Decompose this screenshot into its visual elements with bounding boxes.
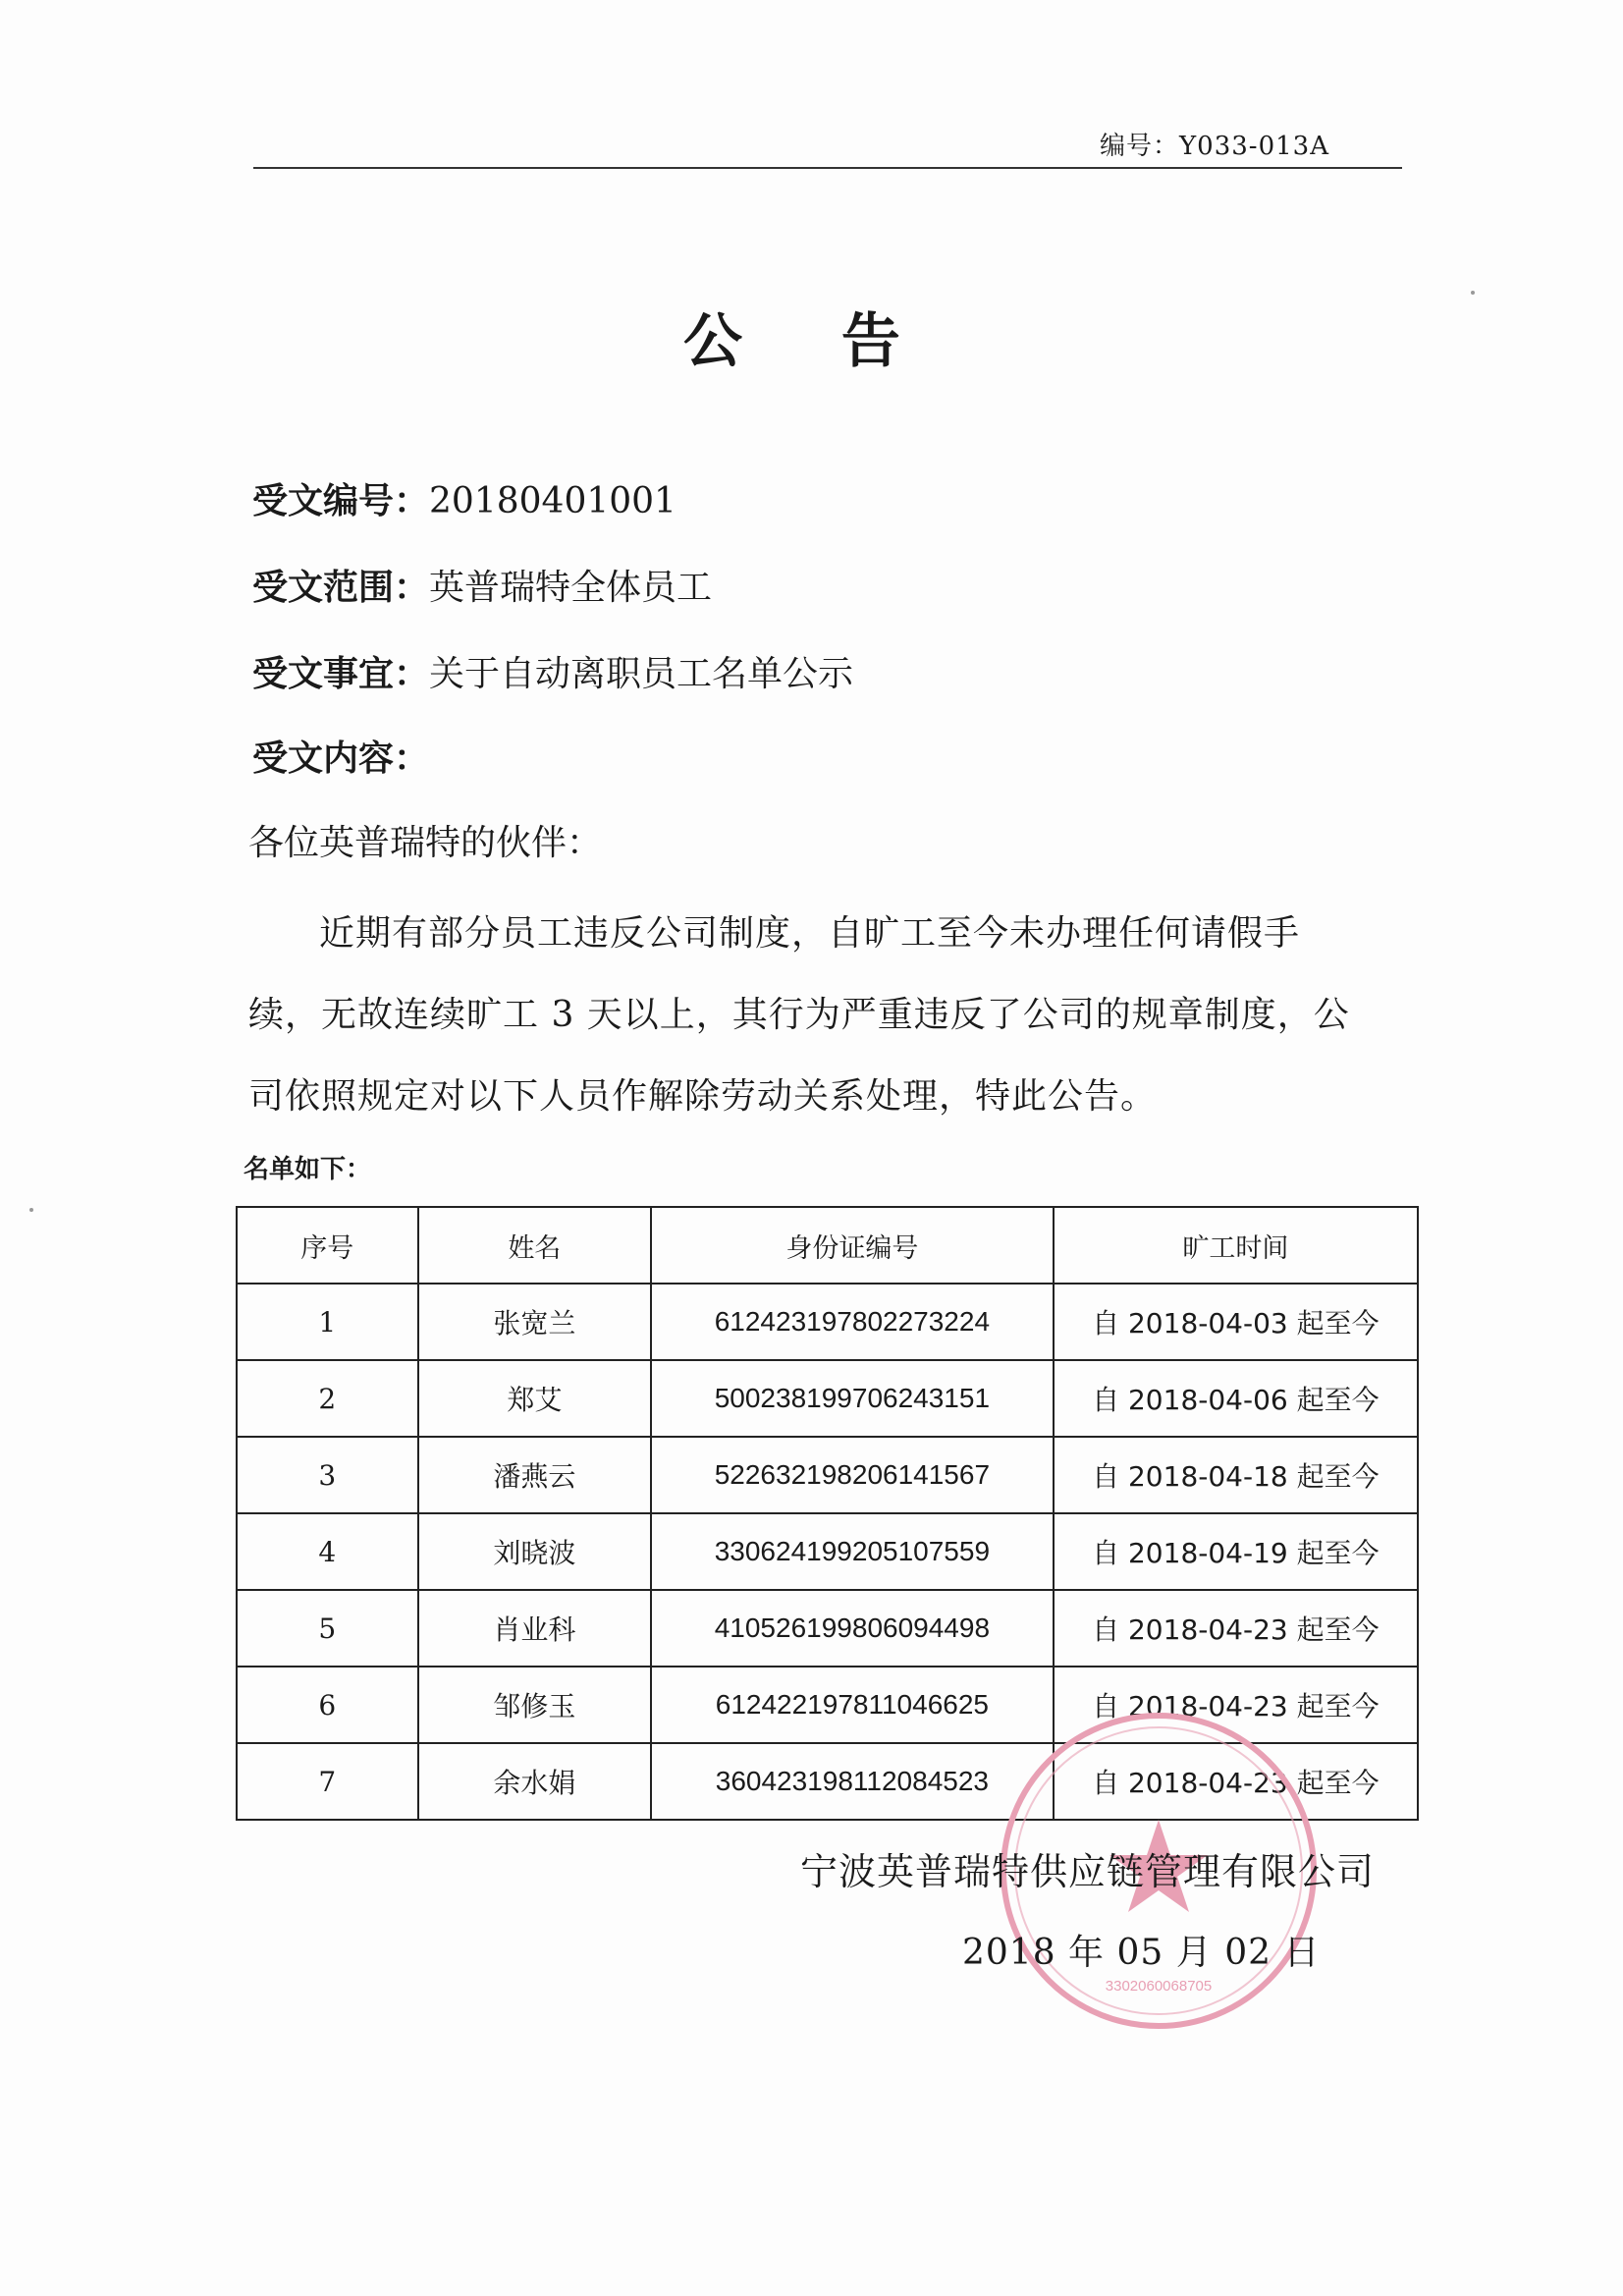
field-value: 关于自动离职员工名单公示 <box>429 654 854 694</box>
cell-absence-time: 自 2018-04-03 起至今 <box>1054 1284 1418 1360</box>
cell-absence-time: 自 2018-04-23 起至今 <box>1054 1590 1418 1667</box>
column-header-index: 序号 <box>237 1207 418 1284</box>
table-row <box>237 1437 1418 1513</box>
column-header-name: 姓名 <box>418 1207 651 1284</box>
cell-absence-time: 自 2018-04-23 起至今 <box>1054 1667 1418 1743</box>
cell-id-number: 612422197811046625 <box>651 1667 1054 1743</box>
signature-date: 2018 年 05 月 02 日 <box>962 1933 1321 1973</box>
field-content <box>252 731 429 781</box>
cell-name: 余水娟 <box>418 1743 651 1820</box>
cell-id-number: 330624199205107559 <box>651 1513 1054 1590</box>
column-header-id-number: 身份证编号 <box>651 1207 1054 1284</box>
body-line: 司依照规定对以下人员作解除劳动关系处理，特此公告。 <box>248 1076 1158 1117</box>
greeting: 各位英普瑞特的伙伴： <box>248 823 603 863</box>
field-label: 受文范围： <box>252 568 430 608</box>
cell-index: 5 <box>237 1590 418 1667</box>
cell-id-number: 500238199706243151 <box>651 1360 1054 1437</box>
page-title: 公 告 <box>683 307 940 376</box>
table-row <box>237 1284 1418 1360</box>
cell-name: 肖业科 <box>418 1590 651 1667</box>
list-label: 名单如下： <box>243 1155 372 1184</box>
field-value: 20180401001 <box>429 481 676 521</box>
field-label: 受文编号： <box>252 481 430 521</box>
field-value: 英普瑞特全体员工 <box>429 568 713 608</box>
table-row <box>237 1513 1418 1590</box>
table-row <box>237 1360 1418 1437</box>
field-scope <box>252 560 712 610</box>
cell-index: 4 <box>237 1513 418 1590</box>
cell-name: 刘晓波 <box>418 1513 651 1590</box>
cell-id-number: 410526199806094498 <box>651 1590 1054 1667</box>
body-line: 近期有部分员工违反公司制度，自旷工至今未办理任何请假手 <box>319 913 1301 954</box>
cell-id-number: 612423197802273224 <box>651 1284 1054 1360</box>
document-number: 编号：Y033-013A <box>1100 132 1329 161</box>
cell-index: 7 <box>237 1743 418 1820</box>
cell-absence-time: 自 2018-04-19 起至今 <box>1054 1513 1418 1590</box>
field-subject <box>252 646 853 696</box>
body-line: 续，无故连续旷工 3 天以上，其行为严重违反了公司的规章制度，公 <box>248 995 1350 1035</box>
field-label: 受文内容： <box>252 738 430 779</box>
field-label: 受文事宜： <box>252 654 430 694</box>
cell-absence-time: 自 2018-04-18 起至今 <box>1054 1437 1418 1513</box>
cell-name: 张宽兰 <box>418 1284 651 1360</box>
cell-index: 1 <box>237 1284 418 1360</box>
cell-name: 郑艾 <box>418 1360 651 1437</box>
seal-number: 3302060068705 <box>1105 1978 1213 1995</box>
cell-name: 潘燕云 <box>418 1437 651 1513</box>
cell-index: 6 <box>237 1667 418 1743</box>
table-row <box>237 1590 1418 1667</box>
scan-speck <box>29 1208 33 1212</box>
cell-index: 2 <box>237 1360 418 1437</box>
cell-absence-time: 自 2018-04-23 起至今 <box>1054 1743 1418 1820</box>
cell-name: 邹修玉 <box>418 1667 651 1743</box>
cell-id-number: 360423198112084523 <box>651 1743 1054 1820</box>
field-receipt-number <box>252 473 676 523</box>
scan-speck <box>1471 291 1475 295</box>
header-rule <box>253 167 1402 169</box>
cell-id-number: 522632198206141567 <box>651 1437 1054 1513</box>
cell-absence-time: 自 2018-04-06 起至今 <box>1054 1360 1418 1437</box>
table-header-row <box>237 1207 1418 1284</box>
signature-company: 宁波英普瑞特供应链管理有限公司 <box>800 1850 1376 1893</box>
cell-index: 3 <box>237 1437 418 1513</box>
column-header-absence-time: 旷工时间 <box>1054 1207 1418 1284</box>
